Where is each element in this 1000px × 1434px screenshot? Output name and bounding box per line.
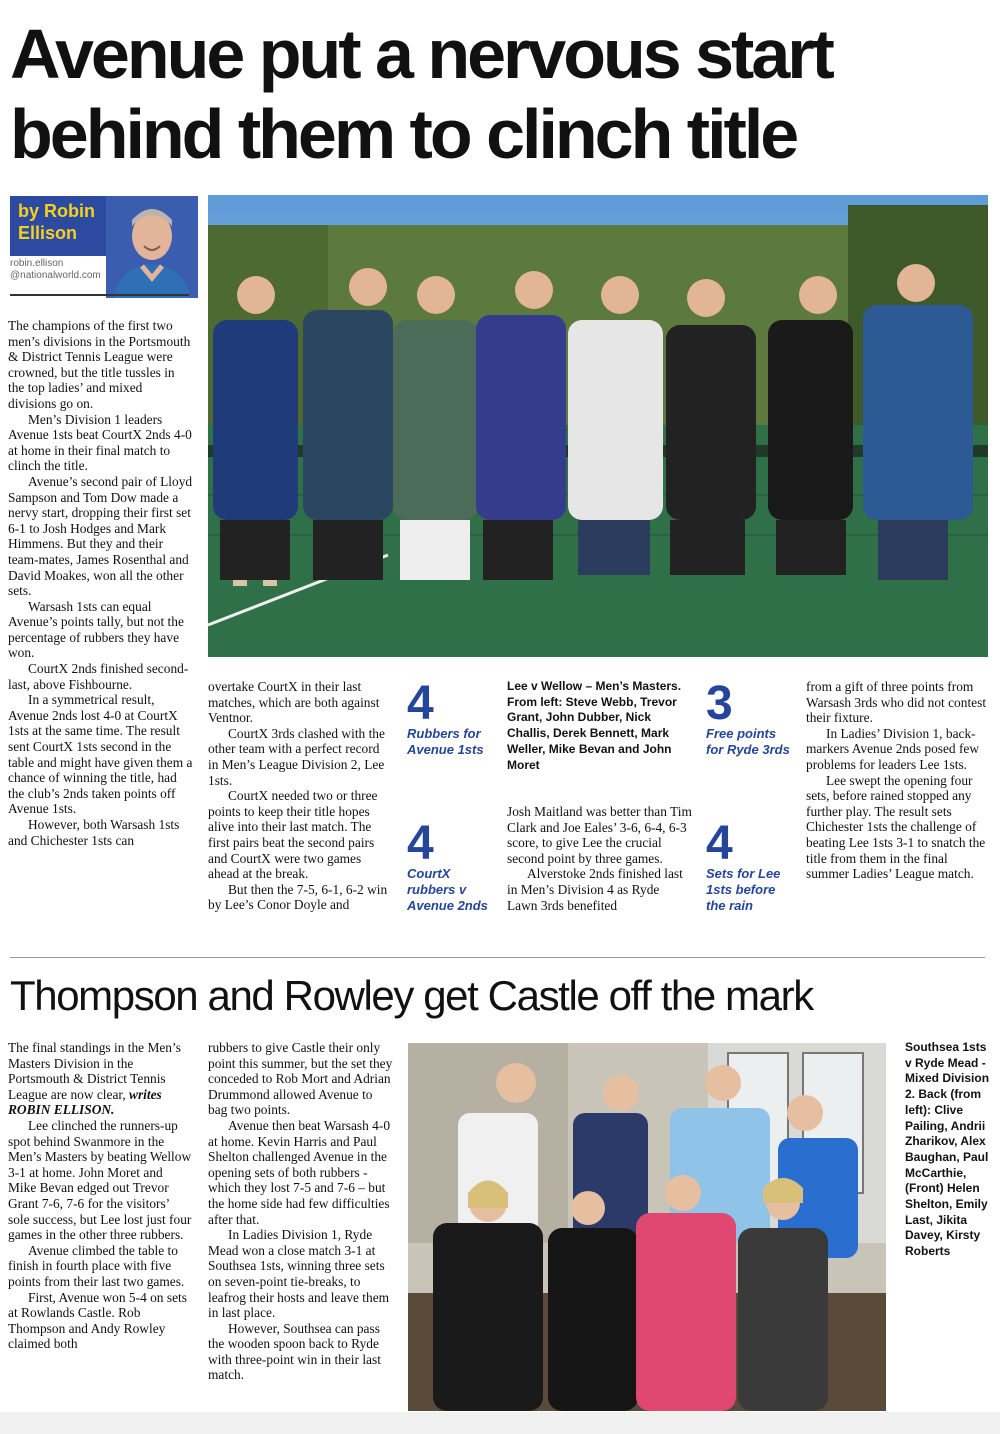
stat-label: Sets for Lee 1sts before the rain	[706, 866, 781, 913]
article2-column-1	[8, 1040, 193, 1352]
byline-rule	[10, 294, 189, 296]
paragraph: rubbers to give Castle their only point this summer, but the set they conceded to Rob Mort and Adrian Drummond allowed Avenue to bag two points.	[208, 1040, 393, 1118]
paragraph: CourtX 3rds clashed with the other team with a perfect record in Men’s League Division 2, Lee 1sts.	[208, 725, 385, 788]
paragraph: However, both Warsash 1sts and Chichester 1sts can	[8, 817, 180, 848]
paragraph: overtake CourtX in their last matches, which are both against Ventnor.	[208, 679, 380, 726]
byline-name: by Robin Ellison	[18, 201, 95, 243]
stat-label: CourtX rubbers v Avenue 2nds	[407, 866, 488, 913]
article1-column-4	[507, 804, 693, 913]
paragraph: First, Avenue won 5-4 on sets at Rowlands Castle. Rob Thompson and Andy Rowley claimed both	[8, 1289, 187, 1352]
lead-text: The final standings in the Men’s Masters Division in the Portsmouth & District Tennis League are now clear,	[8, 1040, 181, 1102]
paragraph: Avenue’s second pair of Lloyd Sampson and Tom Dow made a nervy start, dropping their first set 6-1 to Josh Hodges and Mark Himmens. But they and their team-mates, James Rosenthal and David Moakes, won all the other sets.	[8, 473, 193, 599]
headline	[10, 14, 995, 174]
paragraph: In Ladies’ Division 1, back-markers Avenue 2nds posed few problems for leaders Lee 1sts.	[806, 725, 980, 772]
byline-email: robin.ellison @nationalworld.com	[10, 258, 101, 281]
article1-column-6	[806, 679, 990, 882]
headline-line-1: Avenue put a nervous start	[10, 15, 832, 93]
photo-caption-2: Southsea 1sts v Ryde Mead - Mixed Division 2. Back (from left): Clive Pailing, Andrii Zharikov, Alex Baughan, Paul McCarthie, (Front) Helen Shelton, Emily Last, Jikita Davey, Kirsty Roberts	[905, 1040, 990, 1259]
article1-column-1	[8, 318, 193, 848]
article2-column-2	[208, 1040, 393, 1383]
stat-number: 4	[706, 817, 733, 870]
paragraph: Men’s Division 1 leaders Avenue 1sts beat CourtX 2nds 4-0 at home in their final match to clinch the title.	[8, 411, 192, 474]
team-photo-lee-v-wellow	[208, 195, 988, 657]
stat-number: 4	[407, 817, 434, 870]
section-divider	[10, 957, 985, 958]
paragraph	[8, 1040, 193, 1118]
stat-number: 3	[706, 677, 733, 730]
paragraph: The champions of the first two men’s divisions in the Portsmouth & District Tennis League were crowned, but the title tussles in the top ladies’ and mixed divisions go on.	[8, 318, 191, 411]
paragraph: In a symmetrical result, Avenue 2nds lost 4-0 at CourtX 1sts at the same time. The result sent CourtX 1sts second in the table and might have given them a chance of winning the title, had the club’s 2nds taken points off Avenue 1sts.	[8, 692, 193, 817]
paragraph: Lee swept the opening four sets, before rained stopped any further play. The result sets Chichester 1sts the challenge of beating Lee 1sts 3-1 to snatch the title from them in the final summer Ladies’ League match.	[806, 772, 986, 882]
byline	[10, 196, 189, 298]
stat-box-1	[407, 677, 497, 758]
paragraph: Josh Maitland was better than Tim Clark and Joe Eales’ 3-6, 6-4, 6-3 score, to give Lee the crucial second point by three games.	[507, 804, 692, 866]
paragraph: CourtX 2nds finished second-last, above Fishbourne.	[8, 661, 189, 692]
photo-caption-1: Lee v Wellow – Men’s Masters. From left: Steve Webb, Trevor Grant, John Dubber, Nick Challis, Derek Bennett, Mark Weller, Mike Bevan and John Moret	[507, 679, 682, 772]
paragraph: Avenue then beat Warsash 4-0 at home. Kevin Harris and Paul Shelton challenged Avenue in the opening sets of both rubbers - which they lost 7-5 and 7-6 – but the home side had few difficulties after that.	[208, 1117, 391, 1227]
author-photo	[106, 196, 198, 298]
article1-column-2	[208, 679, 393, 913]
paragraph: from a gift of three points from Warsash 3rds who did not contest their fixture.	[806, 679, 987, 726]
paragraph: Avenue climbed the table to finish in fourth place with five points from their last two games.	[8, 1242, 185, 1289]
paragraph: In Ladies Division 1, Ryde Mead won a close match 3-1 at Southsea 1sts, winning three sets on seven-point tie-breaks, to leafrog their hosts and leave them in last place.	[208, 1227, 390, 1321]
paragraph: However, Southsea can pass the wooden spoon back to Ryde with three-point win in their last match.	[208, 1320, 381, 1383]
stat-box-2	[407, 817, 497, 914]
paragraph: But then the 7-5, 6-1, 6-2 win by Lee’s Conor Doyle and	[208, 881, 388, 913]
stat-box-4	[706, 817, 796, 914]
paragraph: Alverstoke 2nds finished last in Men’s Division 4 as Ryde Lawn 3rds benefited	[507, 866, 683, 913]
team-photo-southsea-v-ryde-mead	[408, 1043, 886, 1411]
headline-line-2: behind them to clinch title	[10, 95, 797, 173]
stat-label: Free points for Ryde 3rds	[706, 726, 790, 757]
paragraph: Lee clinched the runners-up spot behind Swanmore in the Men’s Masters by beating Wellow 3-1 at home. John Moret and Mike Bevan edged out Trevor Grant 7-6, 7-6 for the visitors’ sole success, but Lee lost just four games in the other three rubbers.	[8, 1117, 192, 1243]
stat-number: 4	[407, 677, 434, 730]
paragraph: Warsash 1sts can equal Avenue’s points tally, but not the percentage of rubbers they have won.	[8, 598, 184, 661]
writer-credit: writes ROBIN ELLISON.	[8, 1086, 162, 1118]
stat-label: Rubbers for Avenue 1sts	[407, 726, 484, 757]
article2-headline: Thompson and Rowley get Castle off the mark	[10, 972, 813, 1019]
stat-box-3	[706, 677, 796, 758]
page-bottom-strip	[0, 1412, 1000, 1434]
paragraph: CourtX needed two or three points to keep their title hopes alive into their last match. The first pairs beat the second pairs and CourtX were two games ahead at the break.	[208, 788, 378, 882]
